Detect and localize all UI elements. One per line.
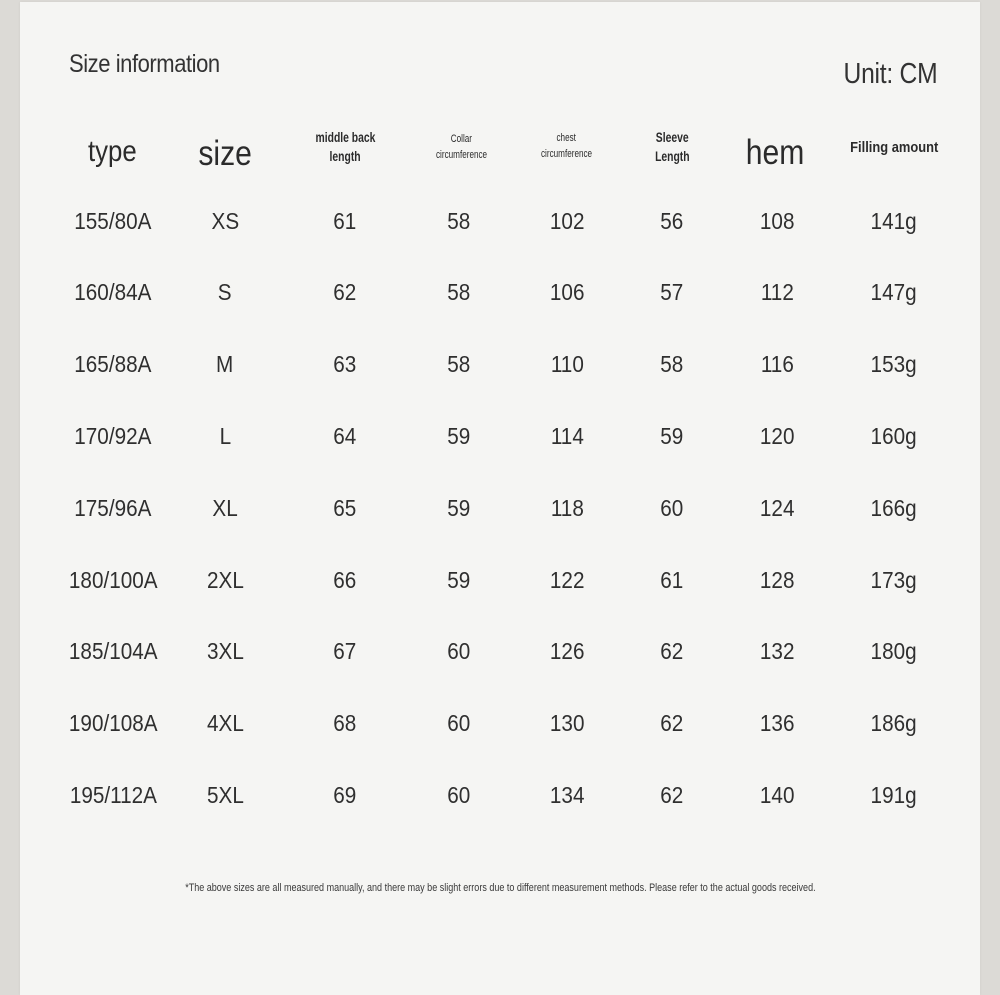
cell-hem: 108 xyxy=(759,207,795,234)
cell-size: 5XL xyxy=(206,781,244,808)
cell-chest: 134 xyxy=(549,781,585,808)
cell-fill: 147g xyxy=(870,279,918,306)
cell-hem: 116 xyxy=(760,351,794,378)
cell-fill: 160g xyxy=(870,422,918,449)
footnote: *The above sizes are all measured manually, and there may be slight errors due to different measurement methods. Please refer to the actual goods received. xyxy=(184,882,816,894)
header-type: type xyxy=(87,134,137,168)
cell-sleeve: 62 xyxy=(660,781,684,808)
header-size: size xyxy=(198,134,252,174)
cell-type: 180/100A xyxy=(68,566,158,593)
cell-type: 155/80A xyxy=(74,207,152,234)
header-collar-circumference: Collar circumference xyxy=(436,133,488,161)
cell-fill: 186g xyxy=(870,710,918,737)
cell-hem: 136 xyxy=(759,710,795,737)
cell-sleeve: 60 xyxy=(660,494,684,521)
unit-label: Unit: CM xyxy=(843,58,937,90)
cell-chest: 106 xyxy=(549,279,585,306)
table-row xyxy=(20,704,980,744)
cell-sleeve: 58 xyxy=(660,351,684,378)
header-chest-circumference: chest circumference xyxy=(541,132,593,160)
cell-collar: 59 xyxy=(447,566,471,593)
cell-collar: 59 xyxy=(447,494,471,521)
cell-size: M xyxy=(216,351,234,378)
cell-hem: 112 xyxy=(760,279,794,306)
cell-collar: 60 xyxy=(447,710,471,737)
cell-back: 62 xyxy=(333,279,357,306)
cell-type: 165/88A xyxy=(74,351,152,378)
cell-size: 4XL xyxy=(206,710,244,737)
table-row xyxy=(20,775,980,815)
cell-back: 69 xyxy=(333,781,357,808)
table-row xyxy=(20,560,980,600)
cell-collar: 60 xyxy=(447,781,471,808)
header-hem: hem xyxy=(745,133,805,173)
cell-size: XL xyxy=(212,494,238,521)
cell-chest: 118 xyxy=(550,494,584,521)
cell-back: 61 xyxy=(333,207,357,234)
cell-collar: 60 xyxy=(447,638,471,665)
cell-size: 3XL xyxy=(206,638,244,665)
cell-hem: 128 xyxy=(759,566,795,593)
cell-hem: 124 xyxy=(759,494,795,521)
cell-chest: 110 xyxy=(550,351,584,378)
cell-hem: 140 xyxy=(759,781,795,808)
cell-size: XS xyxy=(211,207,239,234)
cell-chest: 114 xyxy=(550,422,584,449)
cell-back: 64 xyxy=(333,422,357,449)
header-filling-amount: Filling amount xyxy=(849,138,939,156)
cell-type: 185/104A xyxy=(68,638,158,665)
cell-sleeve: 61 xyxy=(660,566,684,593)
cell-sleeve: 57 xyxy=(660,279,684,306)
cell-back: 68 xyxy=(333,710,357,737)
cell-sleeve: 62 xyxy=(660,638,684,665)
header-middle-back-length: middle back length xyxy=(315,129,375,164)
table-row xyxy=(20,201,980,241)
cell-back: 67 xyxy=(333,638,357,665)
cell-type: 170/92A xyxy=(74,422,152,449)
cell-chest: 126 xyxy=(549,638,585,665)
cell-size: L xyxy=(219,422,231,449)
cell-fill: 153g xyxy=(870,351,918,378)
cell-type: 190/108A xyxy=(68,710,158,737)
cell-fill: 191g xyxy=(870,781,918,808)
cell-collar: 59 xyxy=(447,422,471,449)
cell-back: 66 xyxy=(333,566,357,593)
cell-chest: 130 xyxy=(549,710,585,737)
cell-size: S xyxy=(218,279,232,306)
table-row xyxy=(20,488,980,528)
size-chart-card xyxy=(20,2,980,995)
cell-type: 175/96A xyxy=(74,494,152,521)
cell-fill: 173g xyxy=(870,566,918,593)
cell-fill: 180g xyxy=(870,638,918,665)
cell-type: 195/112A xyxy=(69,781,157,808)
cell-back: 65 xyxy=(333,494,357,521)
cell-hem: 132 xyxy=(759,638,795,665)
table-row xyxy=(20,632,980,672)
table-row xyxy=(20,416,980,456)
cell-sleeve: 62 xyxy=(660,710,684,737)
cell-chest: 102 xyxy=(549,207,585,234)
cell-sleeve: 56 xyxy=(660,207,684,234)
table-row xyxy=(20,273,980,313)
cell-chest: 122 xyxy=(549,566,585,593)
cell-fill: 141g xyxy=(870,207,918,234)
cell-hem: 120 xyxy=(759,422,795,449)
page-title: Size information xyxy=(69,50,220,78)
table-row xyxy=(20,345,980,385)
cell-type: 160/84A xyxy=(74,279,152,306)
cell-back: 63 xyxy=(333,351,357,378)
cell-collar: 58 xyxy=(447,279,471,306)
cell-collar: 58 xyxy=(447,207,471,234)
header-sleeve-length: Sleeve Length xyxy=(654,129,690,164)
cell-size: 2XL xyxy=(206,566,244,593)
cell-collar: 58 xyxy=(447,351,471,378)
cell-sleeve: 59 xyxy=(660,422,684,449)
cell-fill: 166g xyxy=(870,494,918,521)
